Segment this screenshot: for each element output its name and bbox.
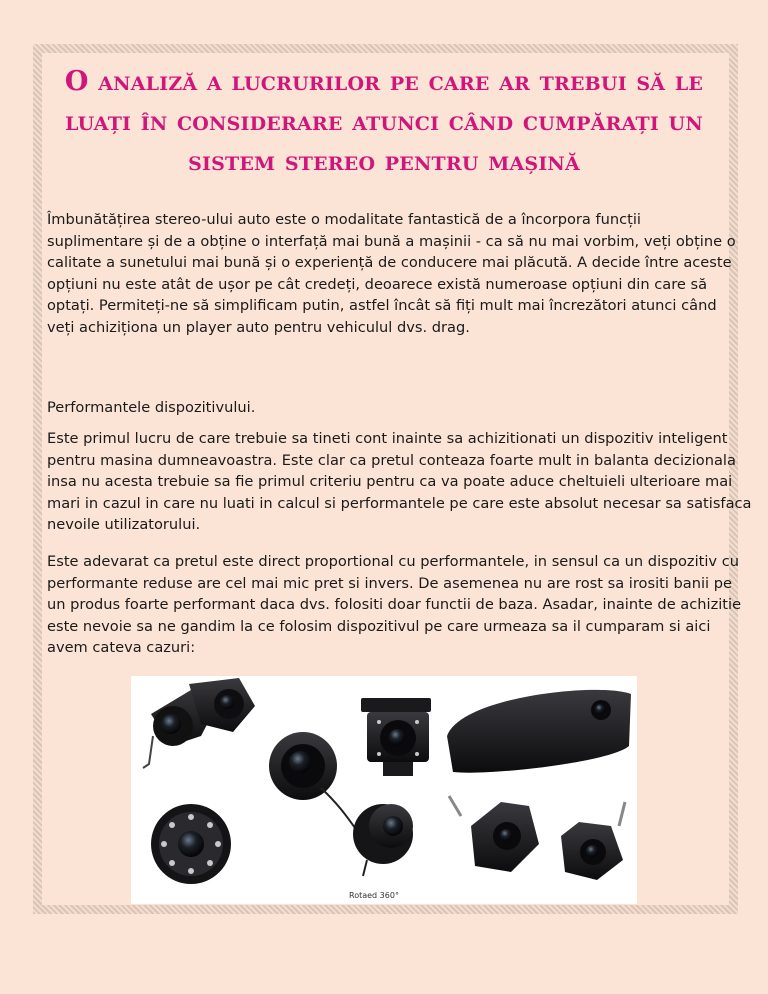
- title-line: O analiză a lucrurilor pe care ar trebui să le: [64, 66, 704, 97]
- text-line: nevoile utilizatorului.: [47, 516, 201, 533]
- compact-camera-a: [449, 796, 539, 872]
- text-line: Îmbunătățirea stereo-ului auto este o modalitate fantastică de a încorpora funcții: [47, 211, 641, 228]
- text-line: optați. Permiteți-ne să simplificam putin, astfel încât să fiți mult mai încrezători atunci când: [47, 297, 717, 314]
- car-cameras-illustration: [131, 676, 637, 904]
- text-line: pentru masina dumneavoastra. Este clar ca pretul conteaza foarte mult in balanta decizionala: [47, 451, 736, 469]
- text-line: avem cateva cazuri:: [47, 639, 196, 656]
- rotating-camera: [353, 804, 413, 876]
- text-line: Este primul lucru de care trebuie sa tineti cont inainte sa achizitionati un dispozitiv inteligent: [47, 430, 728, 447]
- text-line: performante reduse are cel mai mic pret si invers. De asemenea nu are rost sa irositi banii pe: [47, 574, 732, 592]
- trunk-handle-camera: [447, 690, 631, 773]
- title-line: sistem stereo pentru mașină: [188, 146, 580, 177]
- text-line: Este adevarat ca pretul este direct proportional cu performantele, in sensul ca un dispozitiv cu: [47, 553, 739, 570]
- text-line: este nevoie sa ne gandim la ce folosim dispozitivul pe care urmeaza sa il cumparam si aici: [47, 617, 711, 635]
- text-line: un produs foarte performant daca dvs. folositi doar functii de baza. Asadar, inainte de achizitie: [47, 596, 742, 613]
- truck-camera: [361, 698, 431, 776]
- intro-paragraph: [47, 209, 736, 338]
- section-heading: Performantele dispozitivului.: [47, 399, 256, 416]
- title-line: luați în considerare atunci când cumpărați un: [65, 106, 703, 137]
- text-line: suplimentare și de a obține o interfață mai bună a mașinii - ca să nu mai vorbim, veți obține o: [47, 232, 736, 250]
- text-line: insa nu acesta trebuie sa fie primul criteriu pentru ca va poate aduce cheltuieli ulterioare mai: [47, 473, 733, 490]
- body-paragraph: [47, 551, 742, 659]
- photo-caption: Rotaed 360°: [349, 891, 399, 900]
- page-title: [48, 62, 720, 182]
- ir-led-camera: [151, 804, 231, 884]
- text-line: opțiuni nu este atât de ușor pe cât credeți, deoarece există numeroase opțiuni din care să: [47, 275, 708, 293]
- car-cameras-photo: [131, 676, 637, 904]
- text-line: veți achiziționa un player auto pentru vehiculul dvs. drag.: [47, 318, 470, 336]
- body-paragraph: [47, 428, 752, 536]
- compact-camera-b: [561, 802, 625, 880]
- text-line: calitate a sunetului mai bună și o experiență de conducere mai plăcută. A decide între aceste: [47, 254, 732, 271]
- text-line: mari in cazul in care nu luati in calcul si performantele pe care este absolut necesar sa satisfaca: [47, 494, 752, 512]
